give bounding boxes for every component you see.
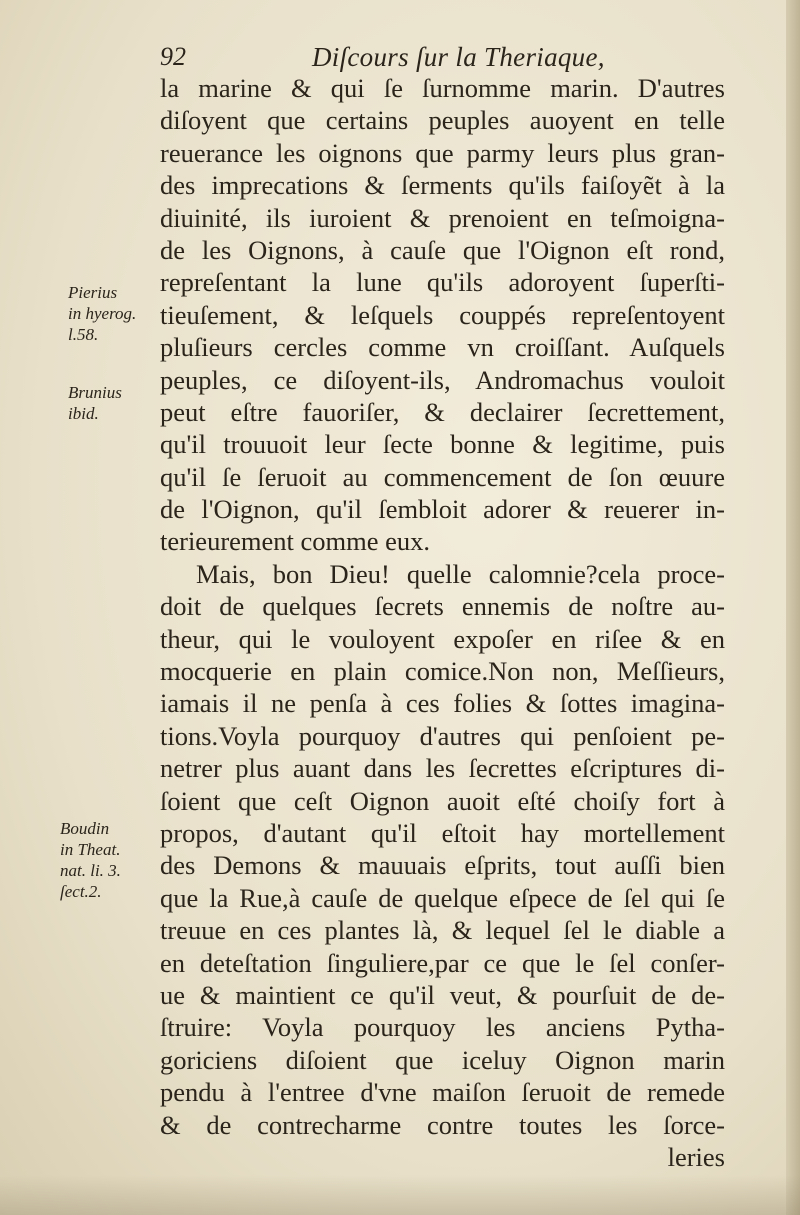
text-line: & de contrecharme contre toutes les ſorce-: [160, 1109, 725, 1140]
running-title: Diſcours ſur la Theriaque,: [312, 42, 605, 72]
margin-note-boudin: [60, 818, 152, 902]
margin-note-line: ibid.: [68, 404, 99, 423]
text-line: peuples, ce diſoyent-ils, Andromachus vouloit: [160, 364, 725, 395]
text-line: terieurement comme eux.: [160, 526, 431, 557]
text-line: tions.Voyla pourquoy d'autres qui penſoient pe-: [160, 720, 725, 751]
text-line: ue & maintient ce qu'il veut, & pourſuit de de-: [160, 979, 725, 1010]
page-shadow: [0, 1175, 800, 1215]
text-line: iamais il ne penſa à ces folies & ſottes imagina-: [160, 688, 725, 719]
text-line: qu'il ſe ſeruoit au commencement de ſon œuure: [160, 461, 725, 492]
text-line: diuinité, ils iuroient & prenoient en teſmoigna-: [160, 202, 725, 233]
margin-note-line: in hyerog.: [68, 304, 137, 323]
text-line: goriciens diſoient que iceluy Oignon marin: [160, 1044, 725, 1075]
margin-note-line: nat. li. 3.: [60, 861, 121, 880]
text-line: que la Rue,à cauſe de quelque eſpece de ſel qui ſe: [160, 882, 725, 913]
text-line: theur, qui le vouloyent expoſer en riſee & en: [160, 623, 725, 654]
text-line: repreſentant la lune qu'ils adoroyent ſuperſti-: [160, 267, 725, 298]
text-line: netrer plus auant dans les ſecrettes eſcriptures di-: [160, 753, 725, 784]
margin-note-line: Brunius: [68, 383, 122, 402]
text-line: ſtruire: Voyla pourquoy les anciens Pytha-: [160, 1012, 725, 1043]
text-line: des imprecations & ſerments qu'ils faiſoyẽt à la: [160, 170, 725, 201]
text-line: la marine & qui ſe ſurnomme marin. D'autres: [160, 73, 725, 103]
margin-note-line: l.58.: [68, 325, 99, 344]
text-line: qu'il trouuoit leur ſecte bonne & legitime, puis: [160, 429, 725, 460]
catchword: leries: [667, 1141, 725, 1172]
text-line: en deteſtation ſinguliere,par ce que le ſel conſer-: [160, 947, 725, 978]
text-line: pluſieurs cercles comme vn croiſſant. Auſquels: [160, 332, 725, 363]
text-line: pendu à l'entree d'vne maiſon ſeruoit de remede: [160, 1077, 725, 1108]
page-number: 92: [160, 42, 186, 71]
text-line: propos, d'autant qu'il eſtoit hay mortellement: [160, 817, 725, 848]
text-line: ſoient que ceſt Oignon auoit eſté choiſy fort à: [160, 785, 725, 816]
margin-note-line: ſect.2.: [60, 882, 102, 901]
margin-note-brunius: [68, 382, 160, 424]
text-line: reuerance les oignons que parmy leurs plus gran-: [160, 137, 725, 168]
margin-note-pierius: [68, 282, 160, 345]
text-line: Mais, bon Dieu! quelle calomnie?cela proce-: [196, 558, 725, 589]
text-line: de l'Oignon, qu'il ſembloit adorer & reuerer in-: [160, 494, 725, 525]
text-line: treuue en ces plantes là, & lequel ſel le diable a: [160, 915, 725, 946]
margin-note-line: in Theat.: [60, 840, 121, 859]
text-line: des Demons & mauuais eſprits, tout auſſi bien: [160, 850, 725, 881]
text-line: diſoyent que certains peuples auoyent en telle: [160, 105, 725, 136]
text-line: peut eſtre fauoriſer, & declairer ſecrettement,: [160, 396, 725, 427]
text-line: doit de quelques ſecrets ennemis de noſtre au-: [160, 591, 725, 622]
margin-note-line: Boudin: [60, 819, 110, 838]
margin-note-line: Pierius: [68, 283, 118, 302]
text-line: mocquerie en plain comice.Non non, Meſſieurs,: [160, 656, 725, 687]
text-line: tieuſement, & leſquels couppés repreſentoyent: [160, 299, 725, 330]
body-text: [160, 72, 725, 1173]
text-line: de les Oignons, à cauſe que l'Oignon eſt rond,: [160, 234, 725, 265]
page-edge: [786, 0, 800, 1215]
